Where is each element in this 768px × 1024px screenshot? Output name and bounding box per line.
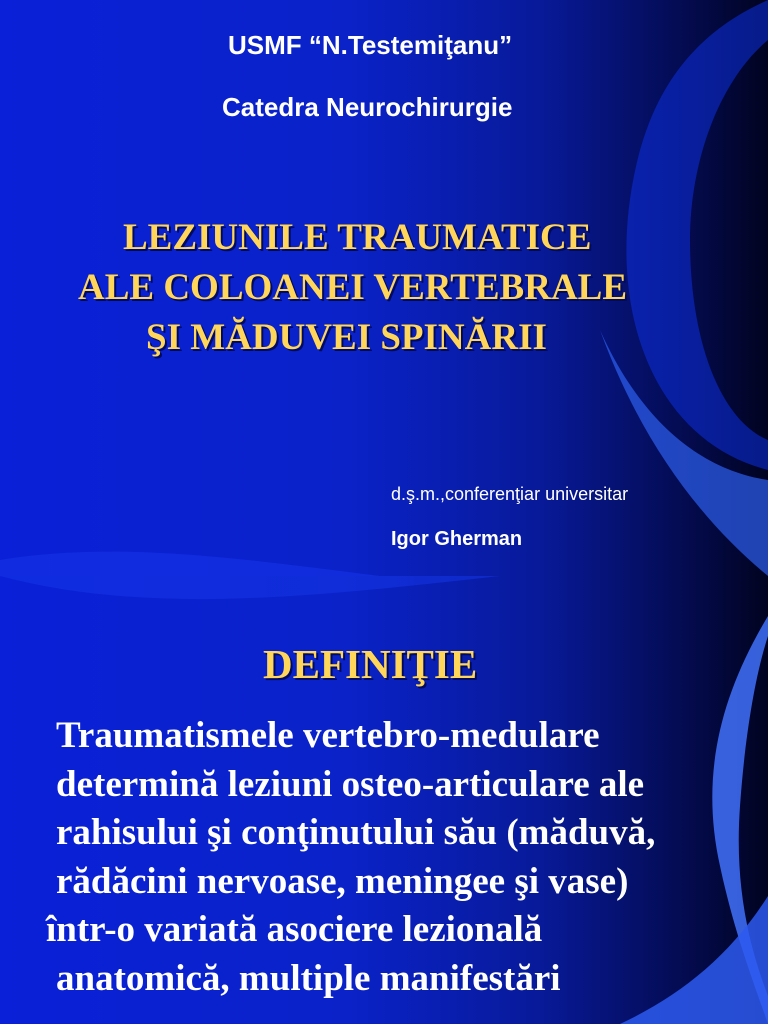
definition-line-6: anatomică, multiple manifestări: [56, 957, 561, 999]
definition-heading: DEFINIŢIE: [263, 641, 478, 687]
definition-line-2: determină leziuni osteo-articulare ale: [56, 763, 645, 805]
definition-slide: [0, 576, 768, 1024]
title-line-1: LEZIUNILE TRAUMATICE: [123, 217, 592, 258]
author-name: Igor Gherman: [391, 528, 523, 550]
department-name: Catedra Neurochirurgie: [222, 92, 513, 122]
definition-line-4: rădăcini nervoase, meningee şi vase): [56, 860, 629, 902]
institution-name: USMF “N.Testemiţanu”: [228, 30, 513, 60]
definition-line-5: într-o variată asociere lezională: [46, 909, 543, 950]
title-line-2: ALE COLOANEI VERTEBRALE: [78, 267, 628, 308]
definition-paragraph: [46, 712, 756, 1003]
definition-line-1: Traumatismele vertebro-medulare: [56, 715, 600, 756]
title-line-3: ŞI MĂDUVEI SPINĂRII: [146, 317, 547, 358]
author-role: d.ş.m.,conferenţiar universitar: [391, 484, 629, 504]
definition-line-3: rahisului şi conţinutului său (măduvă,: [56, 812, 656, 853]
